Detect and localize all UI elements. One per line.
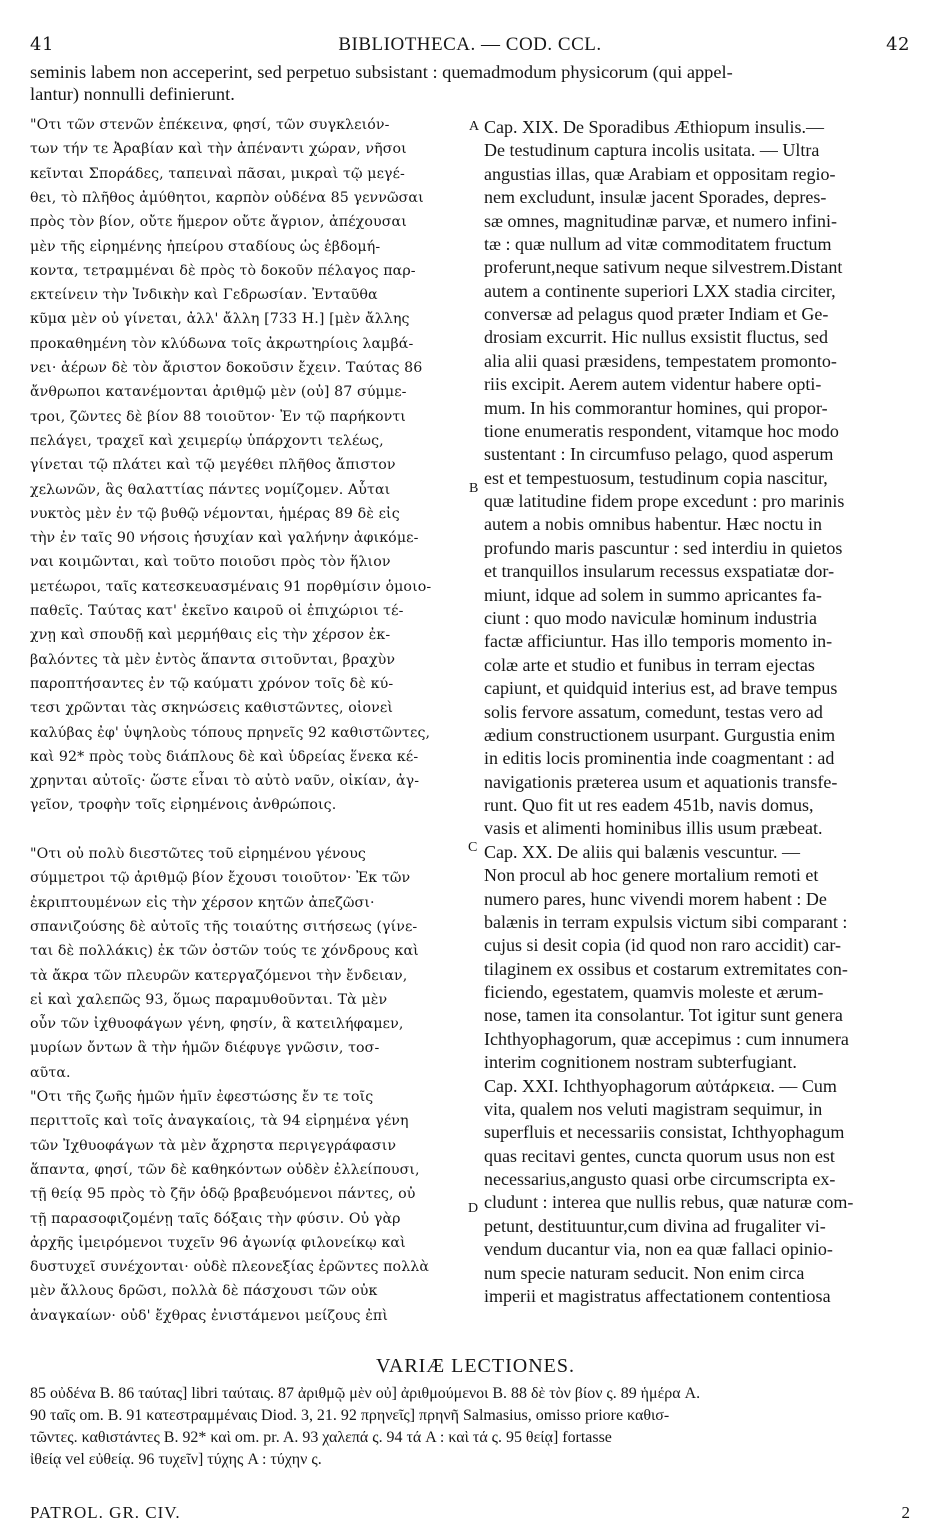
greek_lines-line: "Οτι οὐ πολὺ διεστῶτες τοῦ εἰρημένου γένους: [30, 846, 366, 862]
greek_lines-line: γεῖον, τροφὴν τοῖς εἰρημένοις ἀνθρώποις.: [30, 797, 337, 814]
greek_lines-line: γίνεται τῷ πλάτει καὶ τῷ μεγέθει πλῆθος ἄπιστον: [30, 457, 396, 474]
greek_lines-line: ἄνθρωποι κατανέμονται ἀριθμῷ μὲν (οὐ] 87 σύμμε-: [30, 384, 407, 401]
latin_lines-line: sustentant : In circumfuso pelago, quod asperum: [484, 444, 834, 465]
greek_lines-line: κοντα, τετραμμέναι δὲ πρὸς τὸ δοκοῦν πέλαγος παρ-: [30, 262, 416, 279]
latin_lines-line: proferunt,neque sativum neque silvestrem.Distant: [484, 257, 843, 278]
greek_lines-line: σύμμετροι τῷ ἀριθμῷ βίον ἔχουσι τοιοῦτον· Ἐκ τῶν: [30, 870, 411, 887]
latin_lines-line: vendum ducantur via, non ea quæ fallaci opinio-: [484, 1239, 833, 1260]
margin-marker-c: C: [468, 840, 478, 855]
intro-paragraph: [30, 62, 914, 105]
latin_lines-line: angustias illas, quæ Arabiam et oppositam regio-: [484, 163, 836, 184]
latin_lines-line: tæ : quæ nullum ad vitæ commoditatem fructum: [484, 233, 832, 254]
latin_lines-line: Non procul ab hoc genere mortalium remoti et: [484, 865, 819, 886]
greek_lines-line: νυκτὸς μὲν ἐν τῷ βυθῷ νέμονται, ἡμέρας 89 δὲ εἰς: [30, 505, 400, 522]
latin_lines-line: mum. In his commorantur homines, qui propor-: [484, 397, 828, 418]
page-number-right: 42: [886, 34, 910, 55]
variant-line: 90 ταῖς om. B. 91 κατεστραμμέναις Diod. 3, 21. 92 πρηνεῖς] πρηνῆ Salmasius, omisso priore καθισ-: [30, 1407, 670, 1424]
latin_lines-line: est et tempestuosum, testudinum copia nascitur,: [484, 467, 828, 488]
page-number-left: 41: [30, 34, 54, 55]
latin_lines-line: tilaginem ex ossibus et costarum extremitates con-: [484, 958, 848, 979]
page-footer: [30, 1503, 910, 1527]
greek_lines-line: νει· ἀέρων δὲ τὸν ἄριστον δοκοῦσιν ἔχειν. Ταύτας 86: [30, 360, 423, 376]
greek_lines-line: τὴν ἐν ταῖς 90 νήσοις ἡσυχίαν καὶ γαλήνην ἀφικόμε-: [30, 530, 419, 547]
variant-line: 85 οὐδένα B. 86 ταύτας] libri ταύταις. 87 ἀριθμῷ μὲν οὐ] ἀριθμούμενοι B. 88 δὲ τὸν βίον ς. 89 ἡμέρα A.: [30, 1385, 701, 1402]
latin_lines-line: nem excludunt, insulæ jacent Sporades, depres-: [484, 187, 827, 208]
greek_lines-line: τροι, ζῶντες δὲ βίον 88 τοιοῦτον· Ἐν τῷ παρήκοντι: [30, 408, 406, 425]
latin_lines-line: De testudinum captura incolis usitata. — Ultra: [484, 140, 820, 161]
greek_lines-line: χελωνῶν, ἃς θαλαττίας πάντες νομίζομεν. Αὗται: [30, 481, 391, 498]
latin_lines-line: riis excipit. Aerem autem videntur habere opti-: [484, 374, 822, 395]
greek_lines-line: μὲν ἄλλους δρῶσι, πολλὰ δὲ πάσχουσι τῶν οὐκ: [30, 1283, 378, 1300]
latin_lines-line: vasis et alimenti hominibus illis usum præbeat.: [484, 818, 823, 839]
latin_lines-line: autem a continente superiori LXX stadia circiter,: [484, 280, 836, 301]
greek_lines-line: χρηνται αὐτοῖς· ὥστε εἶναι τὸ αὐτὸ ναῦν, οἰκίαν, ἀγ-: [30, 773, 420, 790]
latin_lines-line: superfluis et necessariis consistat, Ichthyophagum: [484, 1122, 845, 1143]
greek_lines-line: εκτείνειν τὴν Ἰνδικὴν καὶ Γεδρωσίαν. Ἐνταῦθα: [30, 287, 378, 304]
greek_lines-line: μὲν τῆς εἰρημένης ἠπείρου σταδίους ὡς ἑβδομή-: [30, 238, 381, 255]
latin_lines-line: factæ afficiuntur. Has illo temporis momento in-: [484, 631, 833, 652]
footer-signature: PATROL. GR. CIV.: [30, 1503, 181, 1522]
greek_lines-line: ἀναγκαίων· οὐδ' ἔχθρας ἐνιστάμενοι μείζους ἐπὶ: [30, 1307, 389, 1324]
greek_lines-line: τῇ παρασοφιζομένῃ ταῖς δόξαις τὴν φύσιν. Οὐ γὰρ: [30, 1210, 401, 1227]
greek_lines-line: ἅπαντα, φησί, τῶν δὲ καθηκόντων οὐδὲν ἐλλείπουσι,: [30, 1161, 420, 1178]
margin-marker-a: A: [469, 119, 480, 134]
margin-marker-d: D: [468, 1201, 479, 1216]
greek_lines-line: πελάγει, τραχεῖ καὶ χειμερίῳ ὑπάρχοντι τελέως,: [30, 432, 384, 449]
variant-line: τῶντες. καθιστάντες B. 92* καὶ om. pr. A. 93 χαλεπά ς. 94 τά A : καὶ τά ς. 95 θείᾳ] fortasse: [30, 1429, 612, 1446]
latin_lines-line: cujus si desit copia (id quod non raro accidit) car-: [484, 935, 842, 956]
latin_lines-line: tione enumeratis respondent, vitamque hoc modo: [484, 420, 839, 441]
latin_lines-line: drosiam excurrit. Hic nullus exsistit fluctus, sed: [484, 327, 828, 348]
greek_lines-line: περιττοῖς καὶ τοῖς ἀναγκαίοις, τὰ 94 εἰρημένα γένη: [30, 1113, 409, 1130]
latin_lines-line: et tranquillos insularum recessus exspatiatæ dor-: [484, 561, 835, 582]
latin_lines-line: interim cognitionem nostram subterfugiant.: [484, 1052, 797, 1073]
latin_lines-line: solis fervore assatum, comedunt, testas vero ad: [484, 701, 823, 722]
greek_lines-line: μυρίων ὄντων ἃ τὴν ἡμῶν διέφυγε γνῶσιν, τοσ-: [30, 1040, 380, 1057]
greek_lines-line: ἀρχῆς ἱμειρόμενοι τυχεῖν 96 ἀγωνίᾳ φιλονείκῳ καὶ: [30, 1234, 406, 1251]
greek_lines-line: αῦτα.: [30, 1064, 71, 1081]
greek_lines-line: μετέωροι, ταῖς κατεσκευασμέναις 91 πορθμίσιν ὁμοιο-: [30, 578, 432, 595]
greek_lines-line: πρὸς τὸν βίον, οὔτε ἥμερον οὔτε ἄγριον, ἀπέχουσαι: [30, 214, 407, 231]
intro-line: lantur) nonnulli definierunt.: [30, 83, 235, 104]
latin_lines-line: quas recitavi gentes, cuncta quorum usus non est: [484, 1145, 835, 1166]
latin_lines-line: Cap. XIX. De Sporadibus Æthiopum insulis.—: [484, 117, 824, 137]
latin_lines-line: imperii et magistratus affectationem contentiosa: [484, 1286, 831, 1306]
greek_lines-line: βαλόντες τὰ μὲν ἐντὸς ἅπαντα σιτοῦνται, βραχὺν: [30, 651, 396, 668]
intro-line: seminis labem non acceperint, sed perpetuo subsistant : quemadmodum physicorum (qui appel-: [30, 62, 733, 82]
greek_lines-line: παροπτήσαντες ἐν τῷ καύματι χρόνον τοῖς δὲ κύ-: [30, 675, 394, 692]
latin_lines-line: quæ latitudine fidem prope excedunt : pro marinis: [484, 491, 845, 512]
greek_lines-line: οὖν τῶν ἰχθυοφάγων γένη, φησίν, ἃ κατειλήφαμεν,: [30, 1016, 404, 1033]
greek_lines-line: ναι κοιμῶνται, καὶ τοῦτο ποιοῦσι πρὸς τὸν ἥλιον: [30, 554, 391, 571]
greek_lines-line: παθεῖς. Ταύτας κατ' ἐκεῖνο καιροῦ οἱ ἐπιχώριοι τέ-: [30, 603, 404, 619]
running-title: BIBLIOTHECA. — COD. CCL.: [338, 34, 602, 55]
greek_lines-line: κεῖνται Σποράδες, ταπειναὶ πᾶσαι, μικραὶ τῷ μεγέ-: [30, 165, 405, 182]
latin_lines-line: navigationis præterea usum et aquationis transfe-: [484, 771, 838, 792]
greek_lines-line: τεσι χρῶνται τὰς σκηνώσεις καθιστῶντες, οἱονεὶ: [30, 700, 394, 717]
greek_lines-line: θει, τὸ πλῆθος ἀμύθητοι, καρπὸν οὐδένα 85 γεννῶσαι: [30, 189, 424, 206]
latin_lines-line: conversæ ad pelagus quod præter Indiam et Ge-: [484, 304, 829, 325]
greek_lines-line: δυστυχεῖ συνέχονται· οὐδὲ πλεονεξίας ἐρῶντες πολλὰ: [30, 1259, 430, 1276]
latin_lines-line: autem a nobis omnibus habentur. Hæc noctu in: [484, 514, 822, 535]
latin_lines-line: colæ arte et studio et funibus in terram ejectas: [484, 654, 815, 675]
greek_lines-line: "Οτι τῆς ζωῆς ἡμῶν ἡμῖν ἐφεστώσης ἔν τε τοῖς: [30, 1089, 374, 1105]
greek_lines-line: ται δὲ πολλάκις) ἐκ τῶν ὀστῶν τούς τε χόνδρους καὶ: [30, 943, 419, 960]
latin_lines-line: Ichthyophagorum, quæ accepimus : cum innumera: [484, 1028, 849, 1049]
greek_lines-line: εἰ καὶ χαλεπῶς 93, ὅμως παραμυθοῦνται. Τὰ μὲν: [30, 991, 388, 1008]
latin_lines-line: Cap. XX. De aliis qui balænis vescuntur. —: [484, 841, 800, 862]
latin_lines-line: num specie naturam seducit. Non enim circa: [484, 1262, 805, 1283]
latin_lines-line: petunt, destituuntur,cum divina ad frugaliter vi-: [484, 1215, 826, 1236]
footer-sheet-number: 2: [901, 1503, 910, 1522]
running-header: [30, 34, 910, 58]
latin_lines-line: necessarius,angusto quasi orbe circumscripta ex-: [484, 1169, 836, 1190]
greek_lines-line: τῶν Ἰχθυοφάγων τὰ μὲν ἄχρηστα περιγεγράφασιν: [30, 1137, 397, 1154]
variae-lectiones-title: VARIÆ LECTIONES.: [376, 1355, 575, 1377]
latin_lines-line: numero pares, hunc vivendi morem habent : De: [484, 888, 827, 909]
latin_lines-line: ædium constructionem usurpant. Gurgustia enim: [484, 724, 836, 745]
latin_lines-line: nose, tamen ita consolantur. Tot igitur sunt genera: [484, 1005, 843, 1026]
latin_lines-line: profundo maris pascuntur : sed interdiu in quietos: [484, 537, 843, 558]
latin_lines-line: ficiendo, egestatem, quamvis moleste et ærum-: [484, 982, 824, 1003]
greek_lines-line: τῇ θείᾳ 95 πρὸς τὸ ζῆν ὁδῷ βραβευόμενοι πάντες, οὐ: [30, 1186, 416, 1203]
greek_lines-line: των τήν τε Ἀραβίαν καὶ τὴν ἀπέναντι χώραν, νῆσοι: [30, 141, 407, 158]
latin_lines-line: runt. Quo fit ut res eadem 451b, navis domus,: [484, 795, 814, 816]
greek_lines-line: σπανιζούσης δὲ αὐτοῖς τῆς τοιαύτης σιτήσεως (γίνε-: [30, 918, 418, 935]
latin_lines-line: capiunt, et quidquid interius est, ad brave tempus: [484, 678, 838, 699]
latin_lines-line: in editis locis prominentia inde coagmentant : ad: [484, 748, 835, 769]
greek_lines-line: καὶ 92* πρὸς τοὺς διάπλους δὲ καὶ ὑδρείας ἕνεκα κέ-: [30, 748, 419, 765]
greek_lines-line: χνῃ καὶ σπουδῇ καὶ μερμήθαις εἰς τὴν χέρσον ἐκ-: [30, 627, 391, 644]
variae-lectiones: [30, 1383, 920, 1471]
greek_lines-line: ἐκριπτουμένων εἰς τὴν χέρσον κητῶν ἀπεζῶσι·: [30, 894, 375, 911]
latin_lines-line: ciunt : quo modo naviculæ hominum industria: [484, 607, 817, 628]
greek_lines-line: κῦμα μὲν οὐ γίνεται, ἀλλ' ἄλλη [733 H.] [μὲν ἄλλης: [30, 311, 410, 328]
greek_lines-line: προκαθημένη τὸν κλύδωνα τοῖς ἀκρωτηρίοις λαμβά-: [30, 335, 414, 352]
latin_lines-line: cludunt : interea que nullis rebus, quæ naturæ com-: [484, 1192, 854, 1213]
latin_lines-line: alia alii quasi præsidens, tempestatem promonto-: [484, 350, 837, 371]
greek_lines-line: τὰ ἄκρα τῶν πλευρῶν κατεργαζόμενοι τὴν ἔνδειαν,: [30, 967, 408, 984]
variant-line: ἰθείᾳ vel εὐθείᾳ. 96 τυχεῖν] τύχης A : τύχην ς.: [30, 1451, 322, 1468]
margin-marker-b: B: [469, 481, 479, 496]
latin_lines-line: balænis in terram expulsis victum sibi comparant :: [484, 911, 848, 932]
latin_lines-line: Cap. XXI. Ichthyophagorum αὐτάρκεια. — Cum: [484, 1075, 837, 1096]
latin_lines-line: miunt, idque ad solem in summo apricantes fa-: [484, 584, 822, 605]
greek_lines-line: καλύβας ἐφ' ὑψηλοὺς τόπους πρηνεῖς 92 καθιστῶντες,: [30, 724, 431, 741]
greek_lines-line: "Οτι τῶν στενῶν ἐπέκεινα, φησί, τῶν συγκλειόν-: [30, 117, 390, 133]
latin_lines-line: sæ omnes, magnitudinæ parvæ, et numero infini-: [484, 210, 837, 231]
latin_lines-line: vita, qualem nos veluti magistram sequimur, in: [484, 1098, 823, 1119]
